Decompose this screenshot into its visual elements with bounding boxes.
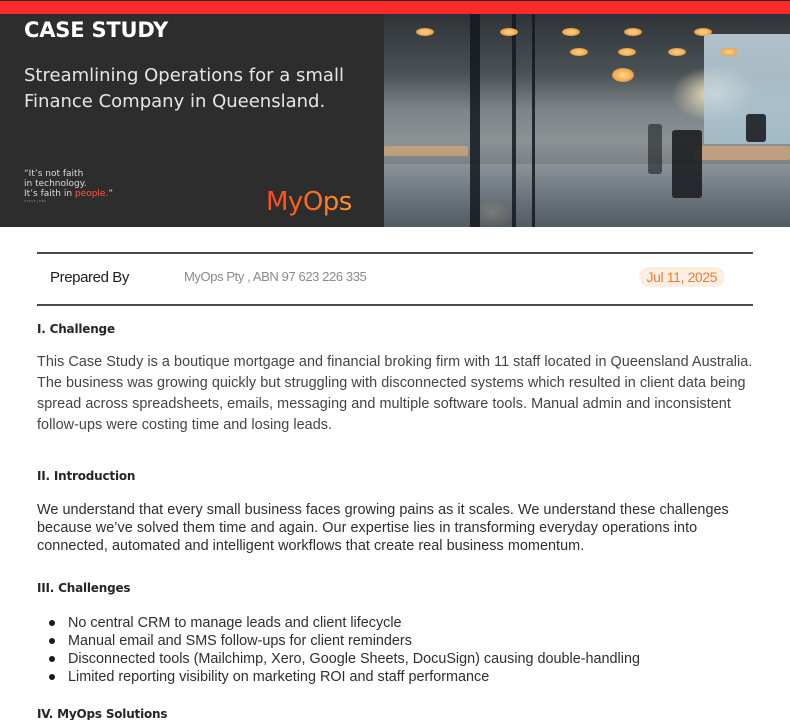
photo-light [612, 68, 634, 82]
photo-light [570, 48, 588, 56]
photo-chair [648, 124, 662, 174]
quote [24, 169, 113, 204]
section-heading-introduction: II. Introduction [37, 469, 136, 483]
photo-monitor [746, 114, 766, 142]
list-item [47, 650, 640, 668]
list-item [47, 632, 640, 650]
photo-glass-frame [532, 14, 535, 227]
quote-line-3-prefix: It’s faith in [24, 189, 75, 199]
myops-logo: MyOps [266, 187, 352, 217]
prepared-by-label: Prepared By [50, 269, 129, 286]
hero-panel [0, 14, 384, 227]
challenge-paragraph: This Case Study is a boutique mortgage and financial broking firm with 11 staff located in Queensland Australia. The business was growing quickly but struggling with disconnected systems which resulted in client data being spread across spreadsheets, emails, messaging and multiple software tools. Manual admin and inconsistent follow-ups were costing time and losing leads. [37, 354, 753, 433]
bullet-icon [49, 620, 55, 626]
quote-line-1: “It’s not faith [24, 169, 84, 179]
introduction-paragraph: We understand that every small business faces growing pains as it scales. We understand these challenges because we’ve solved them time and again. Our expertise lies in transforming everyday operations into connected, automated and intelligent workflows that create real business momentum. [37, 502, 729, 554]
list-item-text: Disconnected tools (Mailchimp, Xero, Google Sheets, DocuSign) causing double-handling [68, 651, 640, 667]
photo-light [720, 48, 738, 56]
list-item-text: No central CRM to manage leads and client lifecycle [68, 615, 402, 631]
photo-floor [384, 164, 790, 227]
quote-accent-word: people. [74, 189, 109, 199]
accent-bar [0, 1, 790, 14]
section-heading-challenges: III. Challenges [37, 581, 131, 595]
list-item-text: Limited reporting visibility on marketing ROI and staff performance [68, 669, 490, 685]
challenges-list [47, 614, 640, 686]
photo-glass-frame [512, 14, 516, 227]
photo-chair [672, 130, 702, 198]
photo-light [562, 28, 580, 36]
section-heading-challenge: I. Challenge [37, 322, 115, 336]
photo-desk [384, 146, 468, 156]
photo-light [416, 28, 434, 36]
section-heading-solutions: IV. MyOps Solutions [37, 707, 168, 720]
bullet-icon [49, 638, 55, 644]
photo-light [500, 28, 518, 36]
list-item [47, 614, 640, 632]
quote-author: STEVE JOBS [24, 199, 47, 203]
photo-glass-frame [470, 14, 480, 227]
photo-light [624, 28, 642, 36]
photo-light [694, 28, 712, 36]
photo-light [618, 48, 636, 56]
bullet-icon [49, 656, 55, 662]
quote-line-2: in technology. [24, 179, 87, 189]
prepared-by-row [37, 252, 753, 306]
company-info: MyOps Pty , ABN 97 623 226 335 [184, 269, 367, 284]
office-photo [384, 14, 790, 227]
list-item [47, 668, 640, 686]
bullet-icon [49, 674, 55, 680]
photo-light [668, 48, 686, 56]
hero-banner [0, 14, 790, 227]
list-item-text: Manual email and SMS follow-ups for client reminders [68, 633, 412, 649]
photo-desk [694, 146, 790, 160]
hero-title: CASE STUDY [24, 18, 169, 42]
hero-subtitle: Streamlining Operations for a small Finance Company in Queensland. [24, 65, 344, 112]
date-badge: Jul 11, 2025 [639, 267, 725, 287]
quote-close: ” [108, 189, 113, 199]
